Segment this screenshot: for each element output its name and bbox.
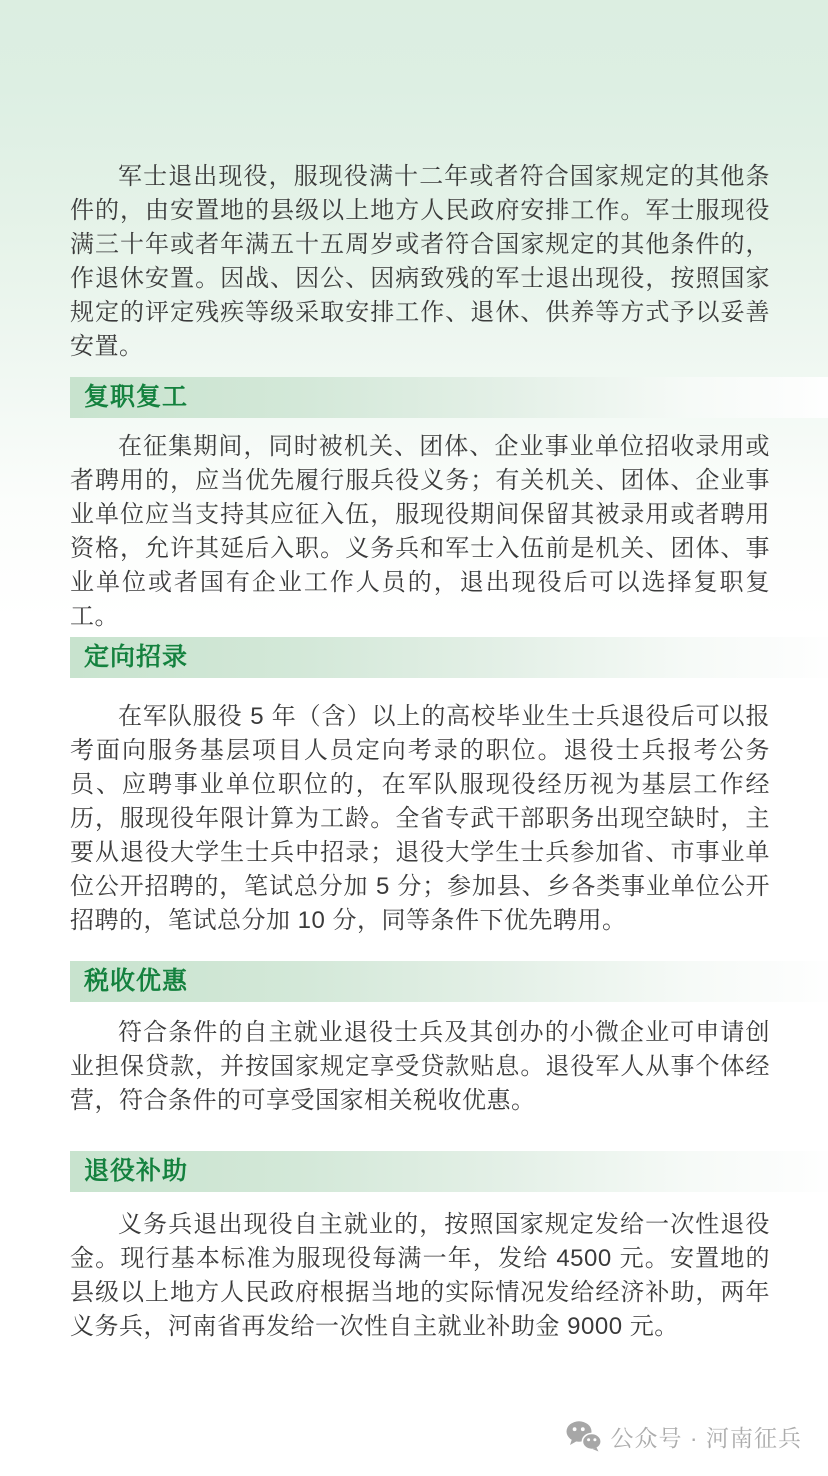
section-header-tuiyibuzhu	[70, 1151, 828, 1192]
section-title: 复职复工	[84, 383, 189, 411]
section-title: 退役补助	[84, 1157, 189, 1185]
section-header-fuzhifugong	[70, 377, 828, 418]
section-paragraph-shuishouyouhui: 符合条件的自主就业退役士兵及其创办的小微企业可申请创业担保贷款，并按国家规定享受贷款贴息。退役军人从事个体经营，符合条件的可享受国家相关税收优惠。	[70, 1019, 770, 1114]
section-header-dingxiangzhaolu	[70, 637, 828, 678]
section-paragraph-tuiyibuzhu: 义务兵退出现役自主就业的，按照国家规定发给一次性退役金。现行基本标准为服现役每满一年，发给 4500 元。安置地的县级以上地方人民政府根据当地的实际情况发给经济补助，两年义务兵，河南省再发给一次性自主就业补助金 9000 元。	[70, 1211, 770, 1340]
section-paragraph-fuzhifugong: 在征集期间，同时被机关、团体、企业事业单位招收录用或者聘用的，应当优先履行服兵役义务；有关机关、团体、企业事业单位应当支持其应征入伍，服现役期间保留其被录用或者聘用资格，允许其延后入职。义务兵和军士入伍前是机关、团体、事业单位或者国有企业工作人员的，退出现役后可以选择复职复工。	[70, 433, 770, 630]
section-header-shuishouyouhui	[70, 961, 828, 1002]
watermark-label: 公众号 · 河南征兵	[610, 1425, 802, 1451]
section-paragraph-dingxiangzhaolu: 在军队服役 5 年（含）以上的高校毕业生士兵退役后可以报考面向服务基层项目人员定向考录的职位。退役士兵报考公务员、应聘事业单位职位的，在军队服现役经历视为基层工作经历，服现役年限计算为工龄。全省专武干部职务出现空缺时，主要从退役大学生士兵中招录；退役大学生士兵参加省、市事业单位公开招聘的，笔试总分加 5 分；参加县、乡各类事业单位公开招聘的，笔试总分加 10 分，同等条件下优先聘用。	[70, 703, 770, 934]
wechat-icon	[566, 1421, 602, 1452]
wechat-watermark	[566, 1420, 802, 1453]
intro-paragraph: 军士退出现役，服现役满十二年或者符合国家规定的其他条件的，由安置地的县级以上地方人民政府安排工作。军士服现役满三十年或者年满五十五周岁或者符合国家规定的其他条件的，作退休安置。因战、因公、因病致残的军士退出现役，按照国家规定的评定残疾等级采取安排工作、退休、供养等方式予以妥善安置。	[70, 163, 770, 360]
section-title: 税收优惠	[84, 967, 189, 995]
section-title: 定向招录	[84, 643, 189, 671]
